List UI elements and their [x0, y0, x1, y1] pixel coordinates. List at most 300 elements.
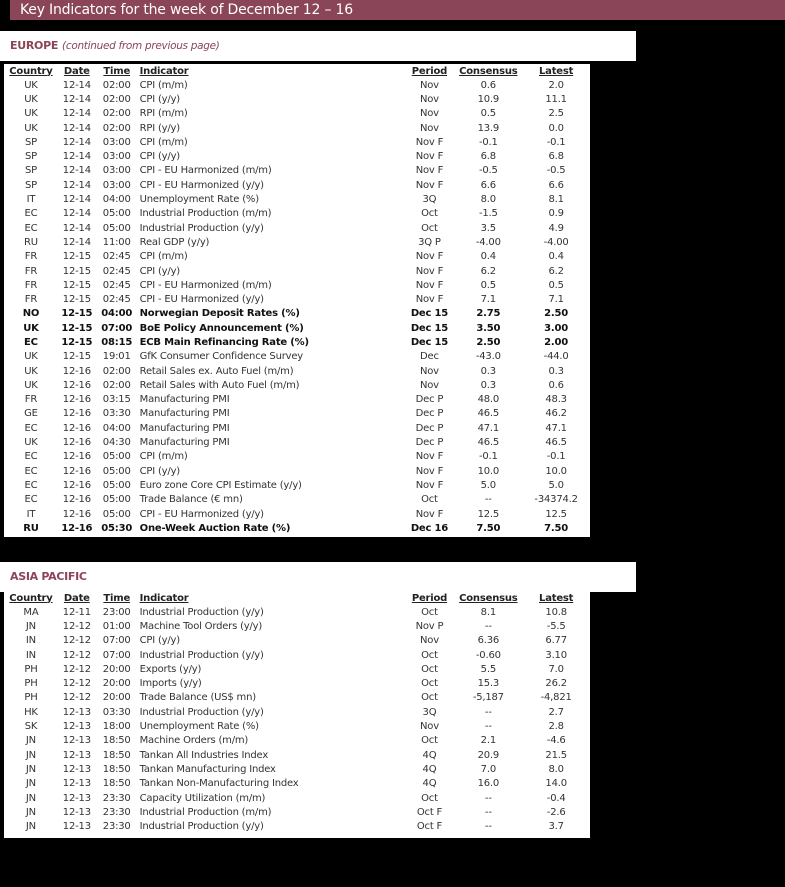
europe-section-header: [0, 31, 636, 61]
date-cell: 12-14: [62, 194, 91, 206]
time-cell: 18:50: [102, 749, 131, 761]
country-cell: EC: [24, 422, 38, 434]
period-cell: Oct: [421, 692, 438, 704]
country-cell: JN: [25, 778, 36, 790]
date-cell: 12-12: [62, 635, 91, 647]
time-cell: 05:30: [101, 522, 133, 534]
indicator-cell: CPI (m/m): [139, 451, 188, 463]
country-cell: PH: [24, 692, 38, 704]
date-cell: 12-12: [62, 663, 91, 675]
indicator-cell: CPI (y/y): [139, 465, 180, 477]
consensus-cell: 6.36: [477, 635, 500, 647]
latest-cell: 14.0: [545, 778, 567, 790]
country-cell: JN: [25, 763, 36, 775]
indicator-cell: Manufacturing PMI: [139, 422, 230, 434]
period-cell: Nov: [420, 635, 439, 647]
consensus-cell: 0.3: [480, 379, 496, 391]
period-cell: Nov F: [415, 251, 444, 263]
indicator-cell: CPI (m/m): [139, 251, 188, 263]
latest-cell: -2.6: [546, 806, 566, 818]
table-row: [4, 507, 590, 521]
consensus-cell: --: [484, 792, 492, 804]
table-row: [4, 221, 590, 235]
date-cell: 12-12: [62, 620, 91, 632]
indicator-cell: Unemployment Rate (%): [139, 721, 259, 733]
consensus-cell: 2.50: [476, 336, 501, 348]
consensus-cell: 5.5: [480, 663, 496, 675]
col-indicator: Indicator: [139, 65, 189, 77]
country-cell: EC: [24, 222, 38, 234]
table-row: [4, 378, 590, 392]
period-cell: Nov F: [415, 465, 444, 477]
table-row: [4, 521, 590, 535]
time-cell: 03:30: [102, 408, 131, 420]
latest-cell: 2.7: [548, 706, 564, 718]
period-cell: Nov F: [415, 165, 444, 177]
period-cell: Oct: [421, 678, 438, 690]
latest-cell: 0.0: [548, 122, 564, 134]
table-row: [4, 235, 590, 249]
date-cell: 12-13: [62, 706, 91, 718]
time-cell: 08:15: [101, 336, 133, 348]
col-period: Period: [411, 592, 448, 604]
indicator-cell: Industrial Production (y/y): [139, 222, 264, 234]
consensus-cell: 47.1: [477, 422, 500, 434]
latest-cell: -34374.2: [534, 494, 578, 506]
consensus-cell: -5,187: [472, 692, 504, 704]
country-cell: JN: [25, 806, 36, 818]
asia-section-header: [0, 562, 636, 592]
latest-cell: 0.3: [548, 365, 564, 377]
indicator-cell: CPI - EU Harmonized (m/m): [139, 165, 272, 177]
indicator-cell: RPI (m/m): [139, 108, 188, 120]
indicator-cell: Unemployment Rate (%): [139, 194, 259, 206]
period-cell: Oct: [421, 649, 438, 661]
time-cell: 03:00: [102, 179, 131, 191]
indicator-cell: CPI - EU Harmonized (y/y): [139, 508, 264, 520]
time-cell: 07:00: [102, 649, 131, 661]
table-row: [4, 149, 590, 163]
time-cell: 23:30: [102, 792, 131, 804]
date-cell: 12-13: [62, 806, 91, 818]
period-cell: Nov: [419, 379, 439, 391]
latest-cell: 3.00: [544, 322, 569, 334]
date-cell: 12-15: [61, 322, 93, 334]
indicator-cell: CPI (y/y): [139, 265, 180, 277]
table-row: [4, 121, 590, 135]
period-cell: Oct: [421, 792, 438, 804]
consensus-cell: -1.5: [478, 208, 498, 220]
table-row: [4, 791, 590, 805]
consensus-cell: 6.2: [480, 265, 496, 277]
col-country: Country: [9, 592, 53, 604]
indicator-cell: Tankan Manufacturing Index: [139, 763, 276, 775]
period-cell: 4Q: [422, 778, 437, 790]
time-cell: 05:00: [102, 465, 131, 477]
latest-cell: 46.2: [545, 408, 567, 420]
country-cell: UK: [24, 108, 38, 120]
consensus-cell: 7.50: [476, 522, 501, 534]
time-cell: 18:50: [102, 778, 131, 790]
indicator-cell: Retail Sales with Auto Fuel (m/m): [139, 379, 300, 391]
asia-table: [4, 591, 590, 834]
indicator-cell: Norwegian Deposit Rates (%): [139, 308, 300, 320]
table-row: [4, 92, 590, 106]
date-cell: 12-12: [62, 692, 91, 704]
table-row: [4, 676, 590, 690]
europe-table-panel: [4, 64, 590, 537]
country-cell: FR: [24, 251, 38, 263]
country-cell: NO: [22, 308, 40, 320]
consensus-cell: -0.1: [478, 136, 498, 148]
consensus-cell: 8.1: [480, 606, 496, 618]
table-row: [4, 250, 590, 264]
indicator-cell: Trade Balance (€ mn): [139, 494, 243, 506]
indicator-cell: ECB Main Refinancing Rate (%): [139, 336, 309, 348]
time-cell: 02:00: [102, 379, 131, 391]
period-cell: Nov: [419, 79, 439, 91]
time-cell: 18:00: [102, 721, 131, 733]
date-cell: 12-13: [62, 735, 91, 747]
latest-cell: 0.5: [548, 279, 564, 291]
consensus-cell: 0.5: [480, 279, 496, 291]
country-cell: JN: [25, 792, 36, 804]
asia-table-header: [4, 591, 590, 605]
latest-cell: -0.1: [546, 451, 566, 463]
date-cell: 12-16: [62, 494, 91, 506]
period-cell: Dec P: [415, 394, 444, 406]
consensus-cell: 0.3: [480, 365, 496, 377]
country-cell: EC: [24, 208, 38, 220]
consensus-cell: 0.6: [480, 79, 496, 91]
consensus-cell: 20.9: [477, 749, 500, 761]
consensus-cell: 13.9: [477, 122, 500, 134]
table-row: [4, 450, 590, 464]
indicator-cell: Industrial Production (m/m): [139, 806, 272, 818]
table-row: [4, 407, 590, 421]
consensus-cell: --: [484, 620, 492, 632]
consensus-cell: 7.0: [480, 763, 496, 775]
country-cell: FR: [24, 265, 38, 277]
latest-cell: 10.8: [545, 606, 567, 618]
col-period: Period: [411, 65, 448, 77]
period-cell: Dec: [420, 351, 439, 363]
latest-cell: 21.5: [545, 749, 567, 761]
time-cell: 18:50: [102, 735, 131, 747]
table-row: [4, 135, 590, 149]
consensus-cell: 3.5: [480, 222, 496, 234]
latest-cell: 8.1: [548, 194, 564, 206]
indicator-cell: CPI (m/m): [139, 136, 188, 148]
date-cell: 12-16: [62, 394, 91, 406]
col-time: Time: [103, 592, 131, 604]
time-cell: 05:00: [102, 451, 131, 463]
time-cell: 03:15: [102, 394, 131, 406]
time-cell: 05:00: [102, 494, 131, 506]
period-cell: Dec 15: [410, 308, 449, 320]
latest-cell: -5.5: [546, 620, 566, 632]
consensus-cell: 10.9: [477, 93, 500, 105]
table-row: [4, 734, 590, 748]
latest-cell: 0.4: [548, 251, 564, 263]
col-date: Date: [63, 65, 90, 77]
country-cell: FR: [24, 294, 38, 306]
time-cell: 04:00: [102, 194, 131, 206]
table-row: [4, 805, 590, 819]
period-cell: Nov F: [415, 279, 444, 291]
indicator-cell: CPI (y/y): [139, 151, 180, 163]
period-cell: Oct: [421, 735, 438, 747]
time-cell: 03:00: [102, 151, 131, 163]
date-cell: 12-16: [62, 408, 91, 420]
table-row: [4, 777, 590, 791]
country-cell: PH: [24, 663, 38, 675]
consensus-cell: 16.0: [477, 778, 500, 790]
table-row: [4, 634, 590, 648]
period-cell: 3Q P: [418, 236, 441, 248]
indicator-cell: Retail Sales ex. Auto Fuel (m/m): [139, 365, 294, 377]
consensus-cell: -0.60: [475, 649, 501, 661]
latest-cell: 2.5: [548, 108, 564, 120]
consensus-cell: 46.5: [477, 437, 500, 449]
period-cell: Nov F: [415, 265, 444, 277]
table-row: [4, 164, 590, 178]
table-row: [4, 605, 590, 619]
time-cell: 11:00: [102, 236, 131, 248]
country-cell: IN: [25, 649, 36, 661]
country-cell: MA: [23, 606, 39, 618]
country-cell: UK: [24, 437, 38, 449]
indicator-cell: Euro zone Core CPI Estimate (y/y): [139, 479, 302, 491]
indicator-cell: CPI - EU Harmonized (m/m): [139, 279, 272, 291]
country-cell: JN: [25, 620, 36, 632]
time-cell: 01:00: [102, 620, 131, 632]
consensus-cell: --: [484, 806, 492, 818]
time-cell: 20:00: [102, 663, 131, 675]
period-cell: Nov: [419, 93, 439, 105]
latest-cell: 46.5: [545, 437, 567, 449]
indicator-cell: Exports (y/y): [139, 663, 202, 675]
table-row: [4, 278, 590, 292]
date-cell: 12-12: [62, 649, 91, 661]
country-cell: GE: [24, 408, 38, 420]
time-cell: 03:00: [102, 165, 131, 177]
time-cell: 02:45: [102, 294, 131, 306]
date-cell: 12-14: [62, 136, 91, 148]
table-row: [4, 107, 590, 121]
country-cell: UK: [24, 351, 38, 363]
latest-cell: 47.1: [545, 422, 567, 434]
table-row: [4, 748, 590, 762]
latest-cell: -44.0: [543, 351, 569, 363]
date-cell: 12-12: [62, 678, 91, 690]
latest-cell: -0.5: [546, 165, 566, 177]
latest-cell: 0.6: [548, 379, 564, 391]
country-cell: JN: [25, 749, 36, 761]
consensus-cell: 3.50: [476, 322, 501, 334]
country-cell: IN: [25, 635, 36, 647]
latest-cell: 7.0: [548, 663, 564, 675]
consensus-cell: --: [484, 706, 492, 718]
indicator-cell: Industrial Production (y/y): [139, 821, 264, 833]
date-cell: 12-14: [62, 93, 91, 105]
consensus-cell: --: [484, 494, 492, 506]
time-cell: 07:00: [102, 635, 131, 647]
time-cell: 02:00: [102, 122, 131, 134]
asia-region-label: ASIA PACIFIC: [10, 570, 87, 583]
table-row: [4, 493, 590, 507]
country-cell: SP: [24, 179, 37, 191]
indicator-cell: Machine Orders (m/m): [139, 735, 249, 747]
consensus-cell: 46.5: [477, 408, 500, 420]
time-cell: 20:00: [102, 692, 131, 704]
country-cell: UK: [23, 322, 39, 334]
period-cell: Nov F: [415, 179, 444, 191]
period-cell: Nov F: [415, 508, 444, 520]
date-cell: 12-14: [62, 222, 91, 234]
consensus-cell: 6.8: [480, 151, 496, 163]
country-cell: EC: [24, 451, 38, 463]
country-cell: EC: [24, 479, 38, 491]
time-cell: 18:50: [102, 763, 131, 775]
indicator-cell: Capacity Utilization (m/m): [139, 792, 266, 804]
date-cell: 12-16: [62, 422, 91, 434]
time-cell: 04:30: [102, 437, 131, 449]
table-row: [4, 662, 590, 676]
col-consensus: Consensus: [459, 65, 518, 77]
date-cell: 12-16: [62, 508, 91, 520]
consensus-cell: 10.0: [477, 465, 500, 477]
europe-table: [4, 64, 590, 536]
table-row: [4, 719, 590, 733]
table-row: [4, 192, 590, 206]
table-row: [4, 292, 590, 306]
latest-cell: 2.50: [544, 308, 569, 320]
latest-cell: 3.7: [548, 821, 564, 833]
time-cell: 23:30: [102, 806, 131, 818]
period-cell: Dec 16: [410, 522, 449, 534]
indicator-cell: Industrial Production (y/y): [139, 706, 264, 718]
consensus-cell: 48.0: [477, 394, 500, 406]
indicator-cell: Tankan All Industries Index: [139, 749, 269, 761]
period-cell: 3Q: [422, 194, 437, 206]
time-cell: 19:01: [102, 351, 131, 363]
table-row: [4, 478, 590, 492]
date-cell: 12-14: [62, 208, 91, 220]
latest-cell: -4,821: [540, 692, 572, 704]
latest-cell: -4.00: [543, 236, 569, 248]
asia-table-panel: [4, 591, 590, 838]
table-row: [4, 648, 590, 662]
latest-cell: 7.1: [548, 294, 564, 306]
date-cell: 12-15: [62, 294, 91, 306]
time-cell: 03:30: [102, 706, 131, 718]
indicator-cell: Tankan Non-Manufacturing Index: [139, 778, 299, 790]
col-latest: Latest: [539, 65, 574, 77]
latest-cell: 8.0: [548, 763, 564, 775]
date-cell: 12-16: [62, 437, 91, 449]
consensus-cell: -4.00: [475, 236, 501, 248]
date-cell: 12-15: [62, 351, 91, 363]
date-cell: 12-13: [62, 721, 91, 733]
date-cell: 12-16: [62, 365, 91, 377]
page-title: Key Indicators for the week of December 12 – 16: [10, 0, 785, 20]
date-cell: 12-16: [61, 522, 93, 534]
latest-cell: 6.2: [548, 265, 564, 277]
col-time: Time: [103, 65, 131, 77]
time-cell: 03:00: [102, 136, 131, 148]
col-latest: Latest: [539, 592, 574, 604]
date-cell: 12-13: [62, 778, 91, 790]
latest-cell: 6.8: [548, 151, 564, 163]
country-cell: PH: [24, 678, 38, 690]
country-cell: EC: [24, 336, 38, 348]
country-cell: SP: [24, 136, 37, 148]
date-cell: 12-15: [62, 279, 91, 291]
indicator-cell: RPI (y/y): [139, 122, 180, 134]
country-cell: UK: [24, 122, 38, 134]
period-cell: Oct: [421, 222, 438, 234]
date-cell: 12-15: [62, 251, 91, 263]
date-cell: 12-13: [62, 749, 91, 761]
time-cell: 23:00: [102, 606, 131, 618]
asia-table-body: [4, 605, 590, 834]
date-cell: 12-16: [62, 379, 91, 391]
country-cell: IT: [26, 508, 36, 520]
consensus-cell: 7.1: [480, 294, 496, 306]
country-cell: JN: [25, 821, 36, 833]
table-row: [4, 819, 590, 833]
latest-cell: -0.4: [546, 792, 566, 804]
date-cell: 12-15: [61, 336, 93, 348]
consensus-cell: 8.0: [480, 194, 496, 206]
period-cell: 3Q: [422, 706, 437, 718]
latest-cell: 48.3: [545, 394, 567, 406]
country-cell: FR: [24, 279, 38, 291]
period-cell: Dec P: [415, 408, 444, 420]
indicator-cell: Industrial Production (y/y): [139, 606, 264, 618]
indicator-cell: CPI (m/m): [139, 79, 188, 91]
indicator-cell: CPI (y/y): [139, 93, 180, 105]
table-row: [4, 393, 590, 407]
europe-table-body: [4, 78, 590, 536]
country-cell: RU: [23, 522, 39, 534]
consensus-cell: 6.6: [480, 179, 496, 191]
consensus-cell: 12.5: [477, 508, 500, 520]
period-cell: Nov F: [415, 479, 444, 491]
date-cell: 12-14: [62, 236, 91, 248]
indicator-cell: Industrial Production (m/m): [139, 208, 272, 220]
time-cell: 05:00: [102, 208, 131, 220]
time-cell: 02:00: [102, 108, 131, 120]
indicator-cell: Imports (y/y): [139, 678, 202, 690]
date-cell: 12-16: [62, 451, 91, 463]
date-cell: 12-14: [62, 151, 91, 163]
latest-cell: 0.9: [548, 208, 564, 220]
date-cell: 12-14: [62, 122, 91, 134]
indicator-cell: Real GDP (y/y): [139, 236, 210, 248]
col-date: Date: [63, 592, 90, 604]
date-cell: 12-15: [61, 308, 93, 320]
latest-cell: 6.77: [545, 635, 567, 647]
time-cell: 04:00: [101, 308, 133, 320]
country-cell: SP: [24, 165, 37, 177]
indicator-cell: Manufacturing PMI: [139, 437, 230, 449]
latest-cell: 10.0: [545, 465, 567, 477]
time-cell: 02:00: [102, 93, 131, 105]
table-row: [4, 207, 590, 221]
period-cell: Nov F: [415, 136, 444, 148]
